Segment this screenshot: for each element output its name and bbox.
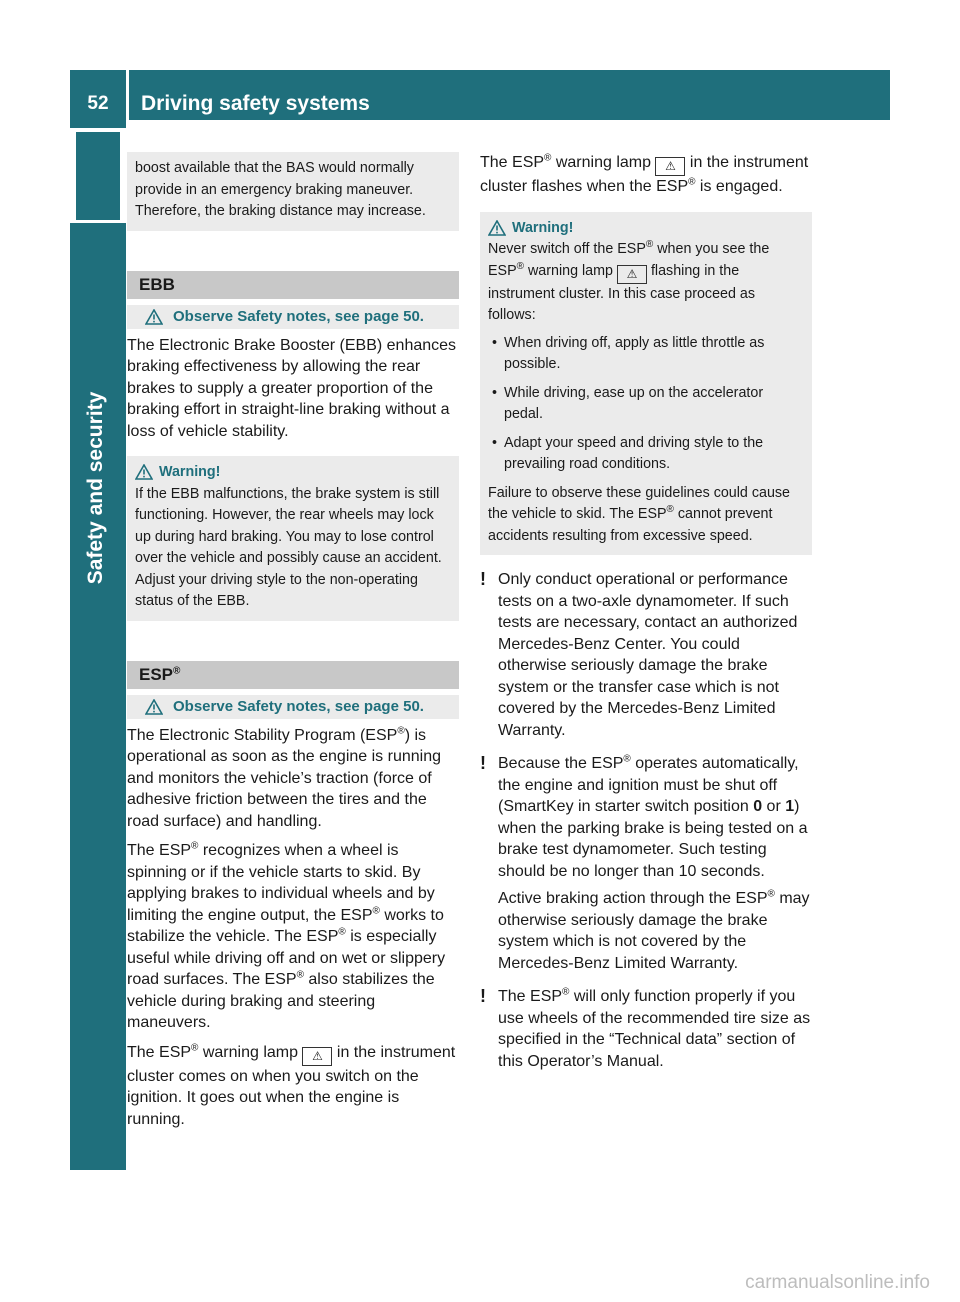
- side-tab: [70, 120, 126, 1170]
- esp-paragraph-1: The Electronic Stability Program (ESP®) is operational as soon as the engine is running and monitors the vehicle’s traction (force of adhesive friction between the tires and the road surface) and handling.: [127, 725, 441, 830]
- warning-triangle-icon: [135, 464, 153, 480]
- exclamation-icon: !: [480, 986, 486, 1006]
- esp-paragraph-2: The ESP® recognizes when a wheel is spinning or if the vehicle starts to skid. By applying brakes to individual wheels and by limiting the engine output, the ESP® works to stabilize the vehicle. The ESP® is especially useful while driving off and on wet or slippery road surfaces. The ESP® also stabilizes the vehicle during braking and steering maneuvers.: [127, 840, 446, 1031]
- page-number: 52: [87, 93, 109, 114]
- section-label: Safety and security: [84, 391, 107, 585]
- esp-heading: [127, 661, 459, 689]
- warning-triangle-icon: [145, 309, 163, 325]
- notice-parking-brake-test: [480, 753, 812, 974]
- notice-text: Because the ESP® operates automatically, the engine and ignition must be shut off (SmartKey in starter switch position 0 or 1) when the parking brake is being tested on a brake test dynamometer. Such testing should be no longer than 10 seconds.: [498, 753, 808, 880]
- warning-title: [135, 462, 451, 484]
- exclamation-icon: !: [480, 569, 486, 589]
- footer-watermark: carmanualsonline.info: [745, 1272, 930, 1293]
- notice-text-2: Active braking action through the ESP® may otherwise seriously damage the brake system which is not covered by the Mercedes-Benz Limited Warranty.: [498, 888, 810, 972]
- list-item: • Adapt your speed and driving style to the prevailing road conditions.: [488, 433, 804, 476]
- esp-paragraph-3: The ESP® warning lamp ⚠ in the instrument cluster comes on when you switch on the ignition. It goes out when the engine is running.: [127, 1042, 456, 1128]
- esp-warning-lamp-icon: ⚠: [617, 265, 647, 284]
- observe-safety-notes: [127, 695, 459, 719]
- right-column: [480, 152, 812, 1084]
- esp-warning-box: [480, 212, 812, 556]
- left-column: [127, 152, 459, 1138]
- warning-triangle-icon: [488, 220, 506, 236]
- ebb-body: The Electronic Brake Booster (EBB) enhances braking effectiveness by allowing the rear brakes to supply a greater proportion of the braking effort in straight-line braking without a loss of vehicle stability.: [127, 336, 457, 440]
- esp-flash-paragraph: The ESP® warning lamp ⚠ in the instrument cluster flashes when the ESP® is engaged.: [480, 152, 809, 195]
- warning-bullet-list: [488, 333, 804, 476]
- esp-warning-intro: Never switch off the ESP® when you see the ESP® warning lamp ⚠ flashing in the instrument cluster. In this case proceed as follows:: [488, 239, 770, 323]
- intro-note: [127, 152, 459, 231]
- exclamation-icon: !: [480, 753, 486, 773]
- esp-warning-end: Failure to observe these guidelines could cause the vehicle to skid. The ESP® cannot prevent accidents resulting from excessive speed.: [488, 484, 791, 544]
- page-title: Driving safety systems: [141, 92, 370, 115]
- reg-mark: ®: [173, 664, 181, 676]
- warning-title-text: Warning!: [512, 219, 574, 236]
- intro-note-text: boost available that the BAS would normally provide in an emergency braking maneuver. Therefore, the braking distance may increase.: [135, 160, 426, 219]
- notice-text: Only conduct operational or performance tests on a two-axle dynamometer. If such tests are necessary, contact an authorized Mercedes-Benz Center. You could otherwise seriously damage the brake system or the transfer case which is not covered by the Mercedes-Benz Limited Warranty.: [498, 571, 798, 739]
- observe-text: Observe Safety notes, see page 50.: [173, 697, 424, 715]
- notice-dynamometer: [480, 569, 812, 741]
- list-item: • When driving off, apply as little throttle as possible.: [488, 333, 804, 376]
- notice-tire-size: [480, 986, 812, 1072]
- esp-warning-lamp-icon: ⚠: [655, 157, 685, 176]
- list-item: • While driving, ease up on the accelerator pedal.: [488, 383, 804, 426]
- ebb-warning-text: If the EBB malfunctions, the brake system is still functioning. However, the rear wheels may lock up during hard braking. You may to lose control over the vehicle and possibly cause an accident. Adjust your driving style to the non-operating status of the EBB.: [135, 485, 442, 609]
- observe-text: Observe Safety notes, see page 50.: [173, 307, 424, 325]
- warning-triangle-icon: [145, 699, 163, 715]
- warning-title-text: Warning!: [159, 464, 221, 480]
- ebb-heading: EBB: [127, 271, 459, 299]
- warning-title: [488, 218, 804, 240]
- observe-safety-notes: [127, 305, 459, 329]
- esp-heading-text: ESP: [139, 664, 174, 684]
- notice-text: The ESP® will only function properly if you use wheels of the recommended tire size as specified in the “Technical data” section of this Operator’s Manual.: [498, 986, 811, 1070]
- esp-warning-lamp-icon: ⚠: [302, 1047, 332, 1066]
- side-tab-marker-fill: [76, 132, 120, 220]
- ebb-warning-box: [127, 456, 459, 621]
- header-divider: [126, 70, 129, 120]
